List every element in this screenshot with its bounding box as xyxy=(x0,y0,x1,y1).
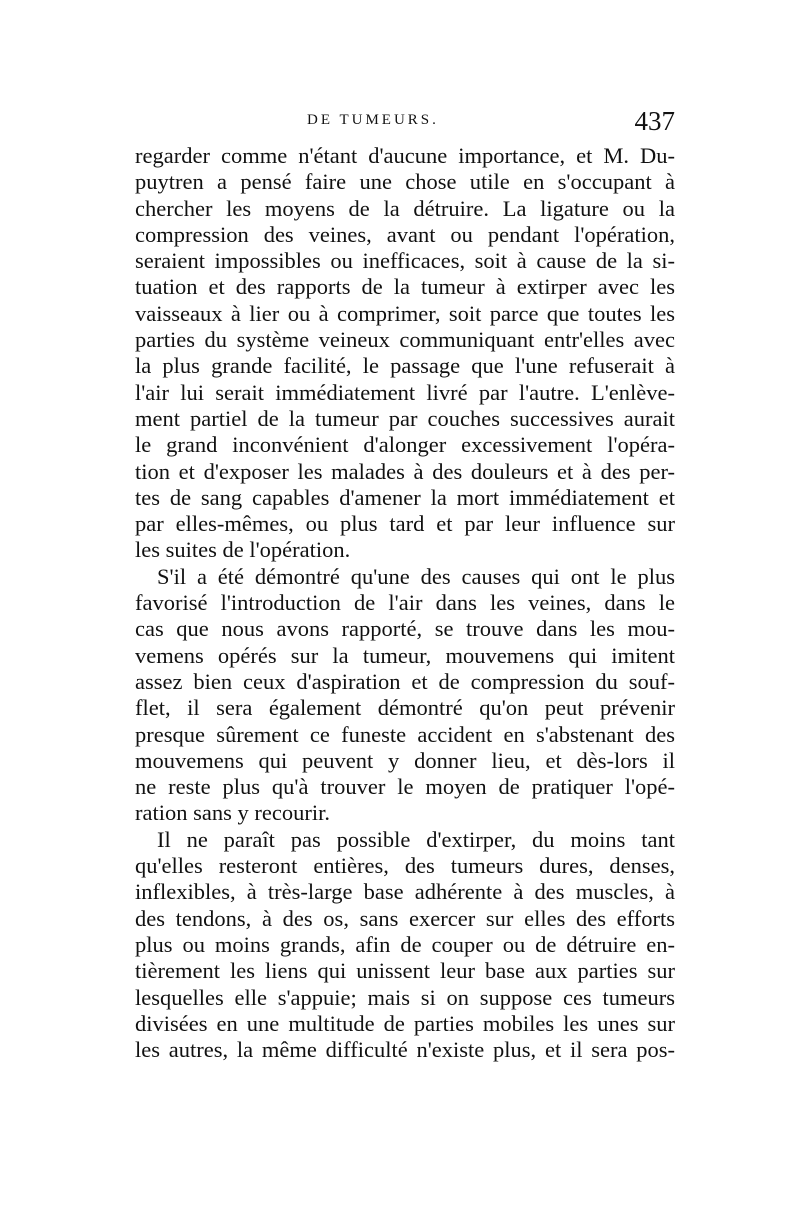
text-line: Il ne paraît pas possible d'extirper, du moins tant xyxy=(157,826,675,852)
text-line: inflexibles, à très-large base adhérente à des muscles, à xyxy=(135,879,675,905)
text-line: cas que nous avons rapporté, se trouve dans les mou- xyxy=(135,616,675,642)
text-line: assez bien ceux d'aspiration et de compression du souf- xyxy=(135,668,675,694)
text-line: plus ou moins grands, afin de couper ou de détruire en- xyxy=(135,931,675,957)
text-line: presque sûrement ce funeste accident en s'abstenant des xyxy=(135,721,675,747)
text-line: ne reste plus qu'à trouver le moyen de pratiquer l'opé- xyxy=(135,774,675,800)
body-text xyxy=(135,143,675,1063)
text-line: vaisseaux à lier ou à comprimer, soit parce que toutes les xyxy=(135,300,675,326)
text-line: S'il a été démontré qu'une des causes qui ont le plus xyxy=(157,563,675,589)
text-line: parties du système veineux communiquant entr'elles avec xyxy=(135,327,675,353)
text-line: mouvemens qui peuvent y donner lieu, et dès-lors il xyxy=(135,747,675,773)
running-head: DE TUMEURS. xyxy=(307,112,439,128)
text-line: puytren a pensé faire une chose utile en s'occupant à xyxy=(135,169,675,195)
text-line: vemens opérés sur la tumeur, mouvemens qui imitent xyxy=(135,642,675,668)
text-line: qu'elles resteront entières, des tumeurs dures, denses, xyxy=(135,853,675,879)
text-line: tes de sang capables d'amener la mort immédiatement et xyxy=(135,484,675,510)
text-line: par elles-mêmes, ou plus tard et par leur influence sur xyxy=(135,511,675,537)
text-line: les suites de l'opération. xyxy=(135,537,351,563)
page-header xyxy=(135,106,675,146)
text-line: des tendons, à des os, sans exercer sur elles des efforts xyxy=(135,905,675,931)
text-line: tion et d'exposer les malades à des douleurs et à des per- xyxy=(135,458,675,484)
text-line: le grand inconvénient d'alonger excessivement l'opéra- xyxy=(135,432,675,458)
text-line: compression des veines, avant ou pendant l'opération, xyxy=(135,221,675,247)
page-number: 437 xyxy=(634,106,675,136)
text-line: ment partiel de la tumeur par couches successives aurait xyxy=(135,405,675,431)
text-line: la plus grande facilité, le passage que l'une refuserait à xyxy=(135,353,675,379)
text-line: favorisé l'introduction de l'air dans les veines, dans le xyxy=(135,590,675,616)
text-line: regarder comme n'étant d'aucune importance, et M. Du- xyxy=(135,143,675,168)
text-line: seraient impossibles ou inefficaces, soit à cause de la si- xyxy=(135,248,675,274)
text-line: l'air lui serait immédiatement livré par l'autre. L'enlève- xyxy=(135,379,675,405)
text-line: flet, il sera également démontré qu'on peut prévenir xyxy=(135,695,675,721)
text-line: tuation et des rapports de la tumeur à extirper avec les xyxy=(135,274,675,300)
text-line: chercher les moyens de la détruire. La ligature ou la xyxy=(135,195,675,221)
text-line: lesquelles elle s'appuie; mais si on suppose ces tumeurs xyxy=(135,984,675,1010)
text-line: les autres, la même difficulté n'existe plus, et il sera pos- xyxy=(135,1037,675,1063)
text-line: ration sans y recourir. xyxy=(135,800,330,826)
text-line: tièrement les liens qui unissent leur base aux parties sur xyxy=(135,958,675,984)
text-line: divisées en une multitude de parties mobiles les unes sur xyxy=(135,1010,675,1036)
